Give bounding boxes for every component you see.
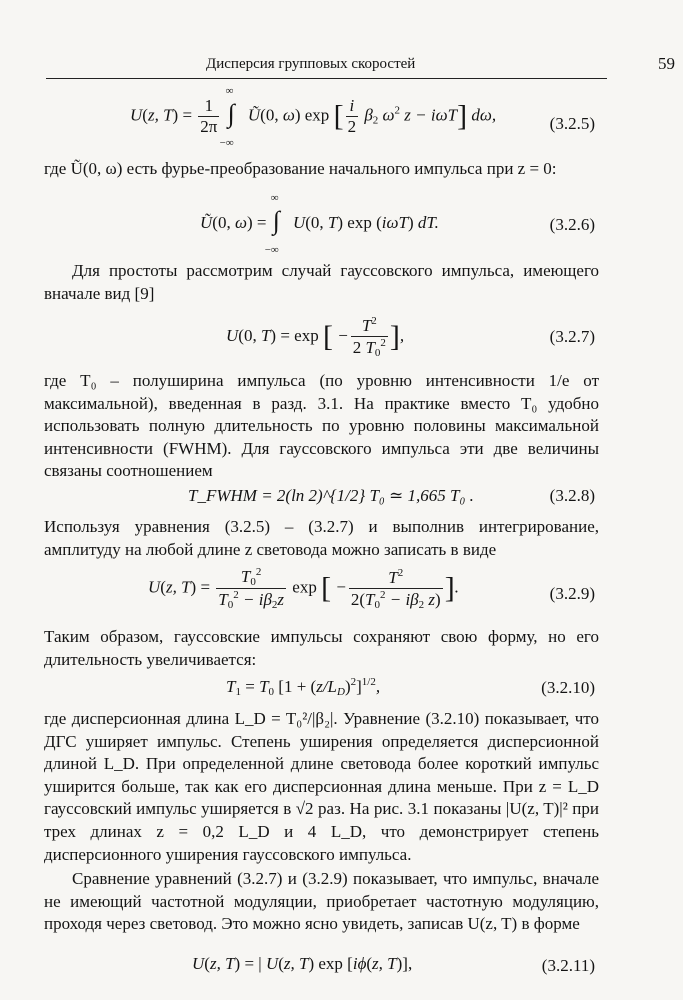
equation-3-2-11: U(z, T) = | U(z, T) exp [iϕ(z, T)],	[192, 954, 413, 973]
equation-3-2-5: U(z, T) = $\frac{1}{2\pi}$ ∞ ∫ −∞ Ũ(0, ω) exp [ $\frac{i}{2}$ $\beta_2$ $\omega^2$ z − iωT] dω,	[130, 84, 497, 149]
equation-3-2-8: T_FWHM = 2(ln 2)^{1/2} T₀ ≃ 1,665 T₀ .	[188, 486, 474, 505]
equation-3-2-9: U(z, T) = $\frac{T_0^2}{T_0^2 - i\beta_2z}$ exp [ − $\frac{T^2}{2(T_0^2 - i\beta_2 z)}$ ].	[148, 566, 459, 611]
running-title: Дисперсия групповых скоростей	[206, 56, 416, 72]
paragraph-gaussian-intro: Для простоты рассмотрим случай гауссовского импульса, имеющего вначале вид [9]	[44, 261, 599, 303]
paragraph-fourier: где Ũ(0, ω) есть фурье-преобразование начального импульса при z = 0:	[44, 159, 557, 178]
running-header	[46, 54, 675, 79]
equation-3-2-7: U(0, T) = exp [ − $\frac{T^2}{2 T_0^2}$ ],	[226, 315, 405, 359]
paragraph-dispersion-length: где дисперсионная длина L_D = T₀²/|β₂|. Уравнение (3.2.10) показывает, что ДГС уширяет импульс. Степень уширения определяется дисперсионной длиной L_D. При определенной длине световода более короткий импульс уширится больше, так как его дисперсионная длина меньше. При z = L_D гауссовский импульс уширяется в √2 раз. На рис. 3.1 показаны |U(z, T)|² при трех длинах z = 0,2 L_D и 4 L_D, что демонстрирует степень дисперсионного уширения гауссовского импульса.	[44, 709, 599, 864]
paragraph-shape-preserved: Таким образом, гауссовские импульсы сохраняют свою форму, но его длительность увеличивается:	[44, 627, 599, 669]
page-number: 59	[658, 54, 675, 73]
equation-number-3-2-9: (3.2.9)	[549, 584, 595, 603]
equation-number-3-2-11: (3.2.11)	[541, 956, 595, 975]
equation-number-3-2-10: (3.2.10)	[541, 678, 595, 697]
equation-number-3-2-7: (3.2.7)	[549, 327, 595, 346]
equation-number-3-2-5: (3.2.5)	[549, 114, 595, 133]
paragraph-half-width: где T₀ – полуширина импульса (по уровню интенсивности 1/e от максимальной), введенная в разд. 3.1. На практике вместо T₀ удобно использовать полную длительность по уровню половины максимальной интенсивности (FWHM). Для гауссовского импульса эти две величины связаны соотношением	[44, 371, 599, 481]
paragraph-chirp: Сравнение уравнений (3.2.7) и (3.2.9) показывает, что импульс, вначале не имеющий частотной модуляции, приобретает частотную модуляцию, проходя через световод. Это можно ясно увидеть, записав U(z, T) в форме	[44, 869, 599, 934]
paragraph-integration: Используя уравнения (3.2.5) – (3.2.7) и выполнив интегрирование, амплитуду на любой длине z световода можно записать в виде	[44, 517, 599, 559]
equation-number-3-2-6: (3.2.6)	[549, 215, 595, 234]
equation-number-3-2-8: (3.2.8)	[549, 486, 595, 505]
equation-3-2-6: Ũ(0, ω) = ∞ ∫ −∞ U(0, T) exp (iωT) dT.	[200, 192, 439, 256]
equation-3-2-10: $T_1 = T_0$ $[1 + (z/L_D)^2]^{1/2}$,	[226, 676, 381, 698]
